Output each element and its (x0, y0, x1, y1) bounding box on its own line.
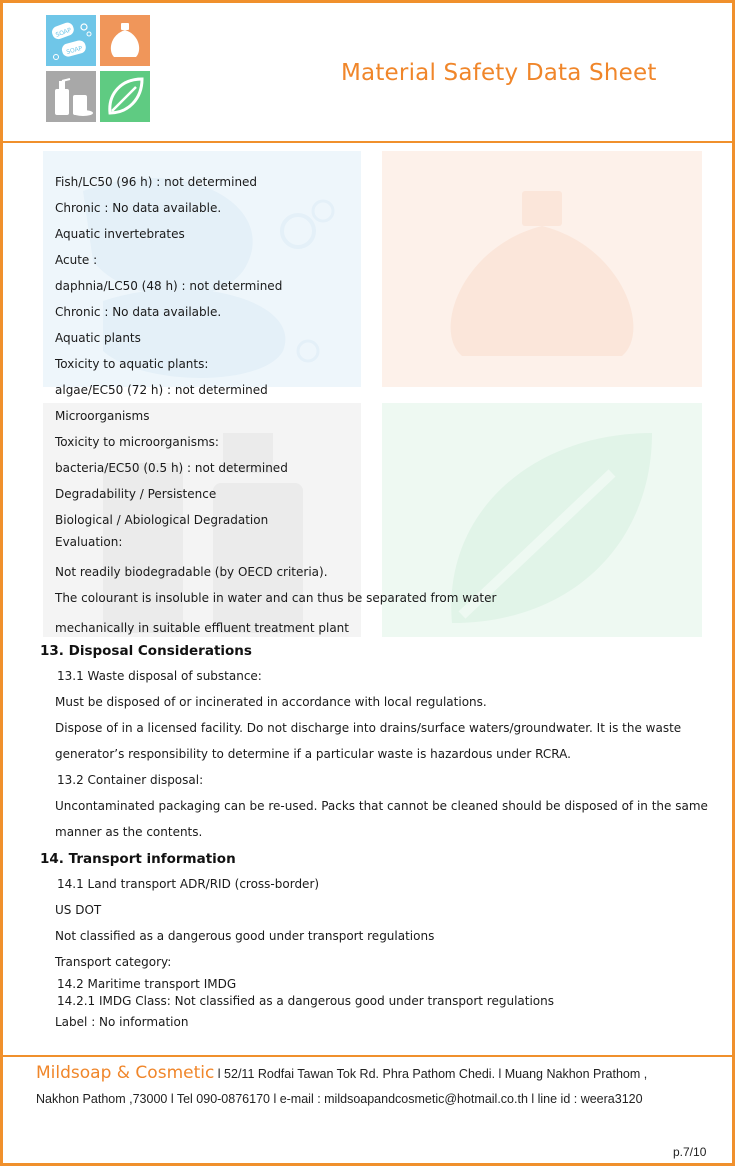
text-line: Transport category: (55, 955, 172, 969)
document-title: Material Safety Data Sheet (341, 60, 657, 86)
text-line: Uncontaminated packaging can be re-used. Packs that cannot be cleaned should be disposed of in the same (55, 799, 708, 813)
subsection-heading: 13.2 Container disposal: (57, 773, 204, 787)
text-line: Degradability / Persistence (55, 487, 217, 501)
text-line: Acute : (55, 253, 98, 267)
footer-address-1: l 52/11 Rodfai Tawan Tok Rd. Phra Pathom Chedi. l Muang Nakhon Prathom , (214, 1067, 648, 1081)
text-line: Not classified as a dangerous good under transport regulations (55, 929, 435, 943)
subsection-heading: 14.2 Maritime transport IMDG (57, 977, 237, 991)
text-line: Toxicity to microorganisms: (55, 435, 219, 449)
text-line: Fish/LC50 (96 h) : not determined (55, 175, 258, 189)
text-line: manner as the contents. (55, 825, 203, 839)
text-line: bacteria/EC50 (0.5 h) : not determined (55, 461, 288, 475)
text-line: Aquatic plants (55, 331, 141, 345)
document-body (3, 3, 732, 1053)
page-number: p.7/10 (673, 1145, 707, 1159)
section-heading-13: 13. Disposal Considerations (40, 643, 252, 659)
text-line: Must be disposed of or incinerated in accordance with local regulations. (55, 695, 487, 709)
subsection-heading: 14.2.1 IMDG Class: Not classified as a dangerous good under transport regulations (57, 994, 554, 1008)
text-line: daphnia/LC50 (48 h) : not determined (55, 279, 283, 293)
logo-soap-text-1: SOAP (54, 26, 73, 39)
text-line: Toxicity to aquatic plants: (55, 357, 209, 371)
subsection-heading: 14.1 Land transport ADR/RID (cross-border) (57, 877, 320, 891)
section-heading-14: 14. Transport information (40, 851, 236, 867)
text-line: Dispose of in a licensed facility. Do not discharge into drains/surface waters/groundwater. It is the waste (55, 721, 682, 735)
subsection-heading: 13.1 Waste disposal of substance: (57, 669, 262, 683)
text-line: Biological / Abiological Degradation (55, 513, 269, 527)
text-line: Chronic : No data available. (55, 305, 222, 319)
text-line: Not readily biodegradable (by OECD criteria). (55, 565, 328, 579)
text-line: generator’s responsibility to determine if a particular waste is hazardous under RCRA. (55, 747, 571, 761)
text-line: Label : No information (55, 1015, 189, 1029)
text-line: US DOT (55, 903, 102, 917)
footer-brand: Mildsoap & Cosmetic (36, 1063, 215, 1083)
text-line: Evaluation: (55, 535, 123, 549)
text-line: algae/EC50 (72 h) : not determined (55, 383, 268, 397)
footer-address-2: Nakhon Pathom ,73000 l Tel 090-0876170 l e-mail : mildsoapandcosmetic@hotmail.co.th l line id : weera3120 (36, 1092, 643, 1106)
text-line: Microorganisms (55, 409, 150, 423)
text-line: mechanically in suitable effluent treatment plant (55, 621, 349, 635)
text-line: Chronic : No data available. (55, 201, 222, 215)
text-line: Aquatic invertebrates (55, 227, 185, 241)
text-line: The colourant is insoluble in water and can thus be separated from water (55, 591, 497, 605)
footer-line-1 (36, 1063, 647, 1083)
footer-divider (3, 1055, 732, 1057)
logo-soap-text-2: SOAP (65, 44, 84, 56)
